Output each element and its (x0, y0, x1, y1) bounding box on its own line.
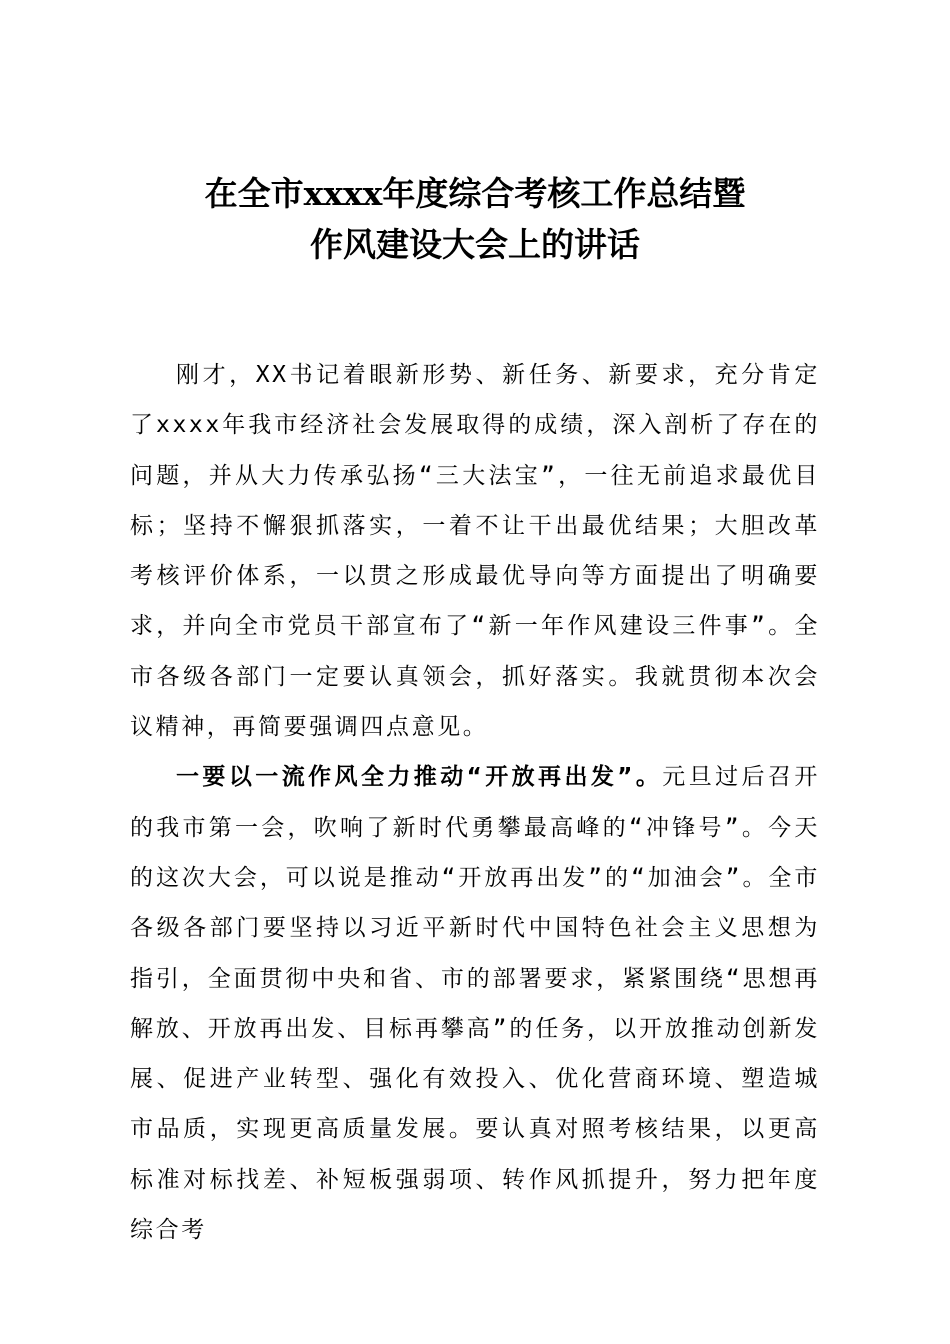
paragraph-2 (130, 752, 820, 1255)
document-title-line-2: 作风建设大会上的讲话 (310, 225, 640, 264)
paragraph-1-text: 刚才，XX书记着眼新形势、新任务、新要求，充分肯定了xxxx年我市经济社会发展取得的成绩，深入剖析了存在的问题，并从大力传承弘扬“三大法宝”，一往无前追求最优目标；坚持不懈狠抓落实，一着不让干出最优结果；大胆改革考核评价体系，一以贯之形成最优导向等方面提出了明确要求，并向全市党员干部宣布了“新一年作风建设三件事”。全市各级各部门一定要认真领会，抓好落实。我就贯彻本次会议精神，再简要强调四点意见。 (130, 362, 820, 741)
paragraph-2-lead: 一要以一流作风全力推动“开放再出发”。 (176, 764, 663, 791)
paragraph-1 (130, 350, 820, 752)
paragraph-2-text: 元旦过后召开的我市第一会，吹响了新时代勇攀最高峰的“冲锋号”。今天的这次大会，可以说是推动“开放再出发”的“加油会”。全市各级各部门要坚持以习近平新时代中国特色社会主义思想为指引，全面贯彻中央和省、市的部署要求，紧紧围绕“思想再解放、开放再出发、目标再攀高”的任务，以开放推动创新发展、促进产业转型、强化有效投入、优化营商环境、塑造城市品质，实现更高质量发展。要认真对照考核结果，以更高标准对标找差、补短板强弱项、转作风抓提升，努力把年度综合考 (130, 764, 820, 1244)
document-body (130, 350, 820, 1255)
document-title-line-1: 在全市xxxx年度综合考核工作总结暨 (204, 174, 746, 213)
